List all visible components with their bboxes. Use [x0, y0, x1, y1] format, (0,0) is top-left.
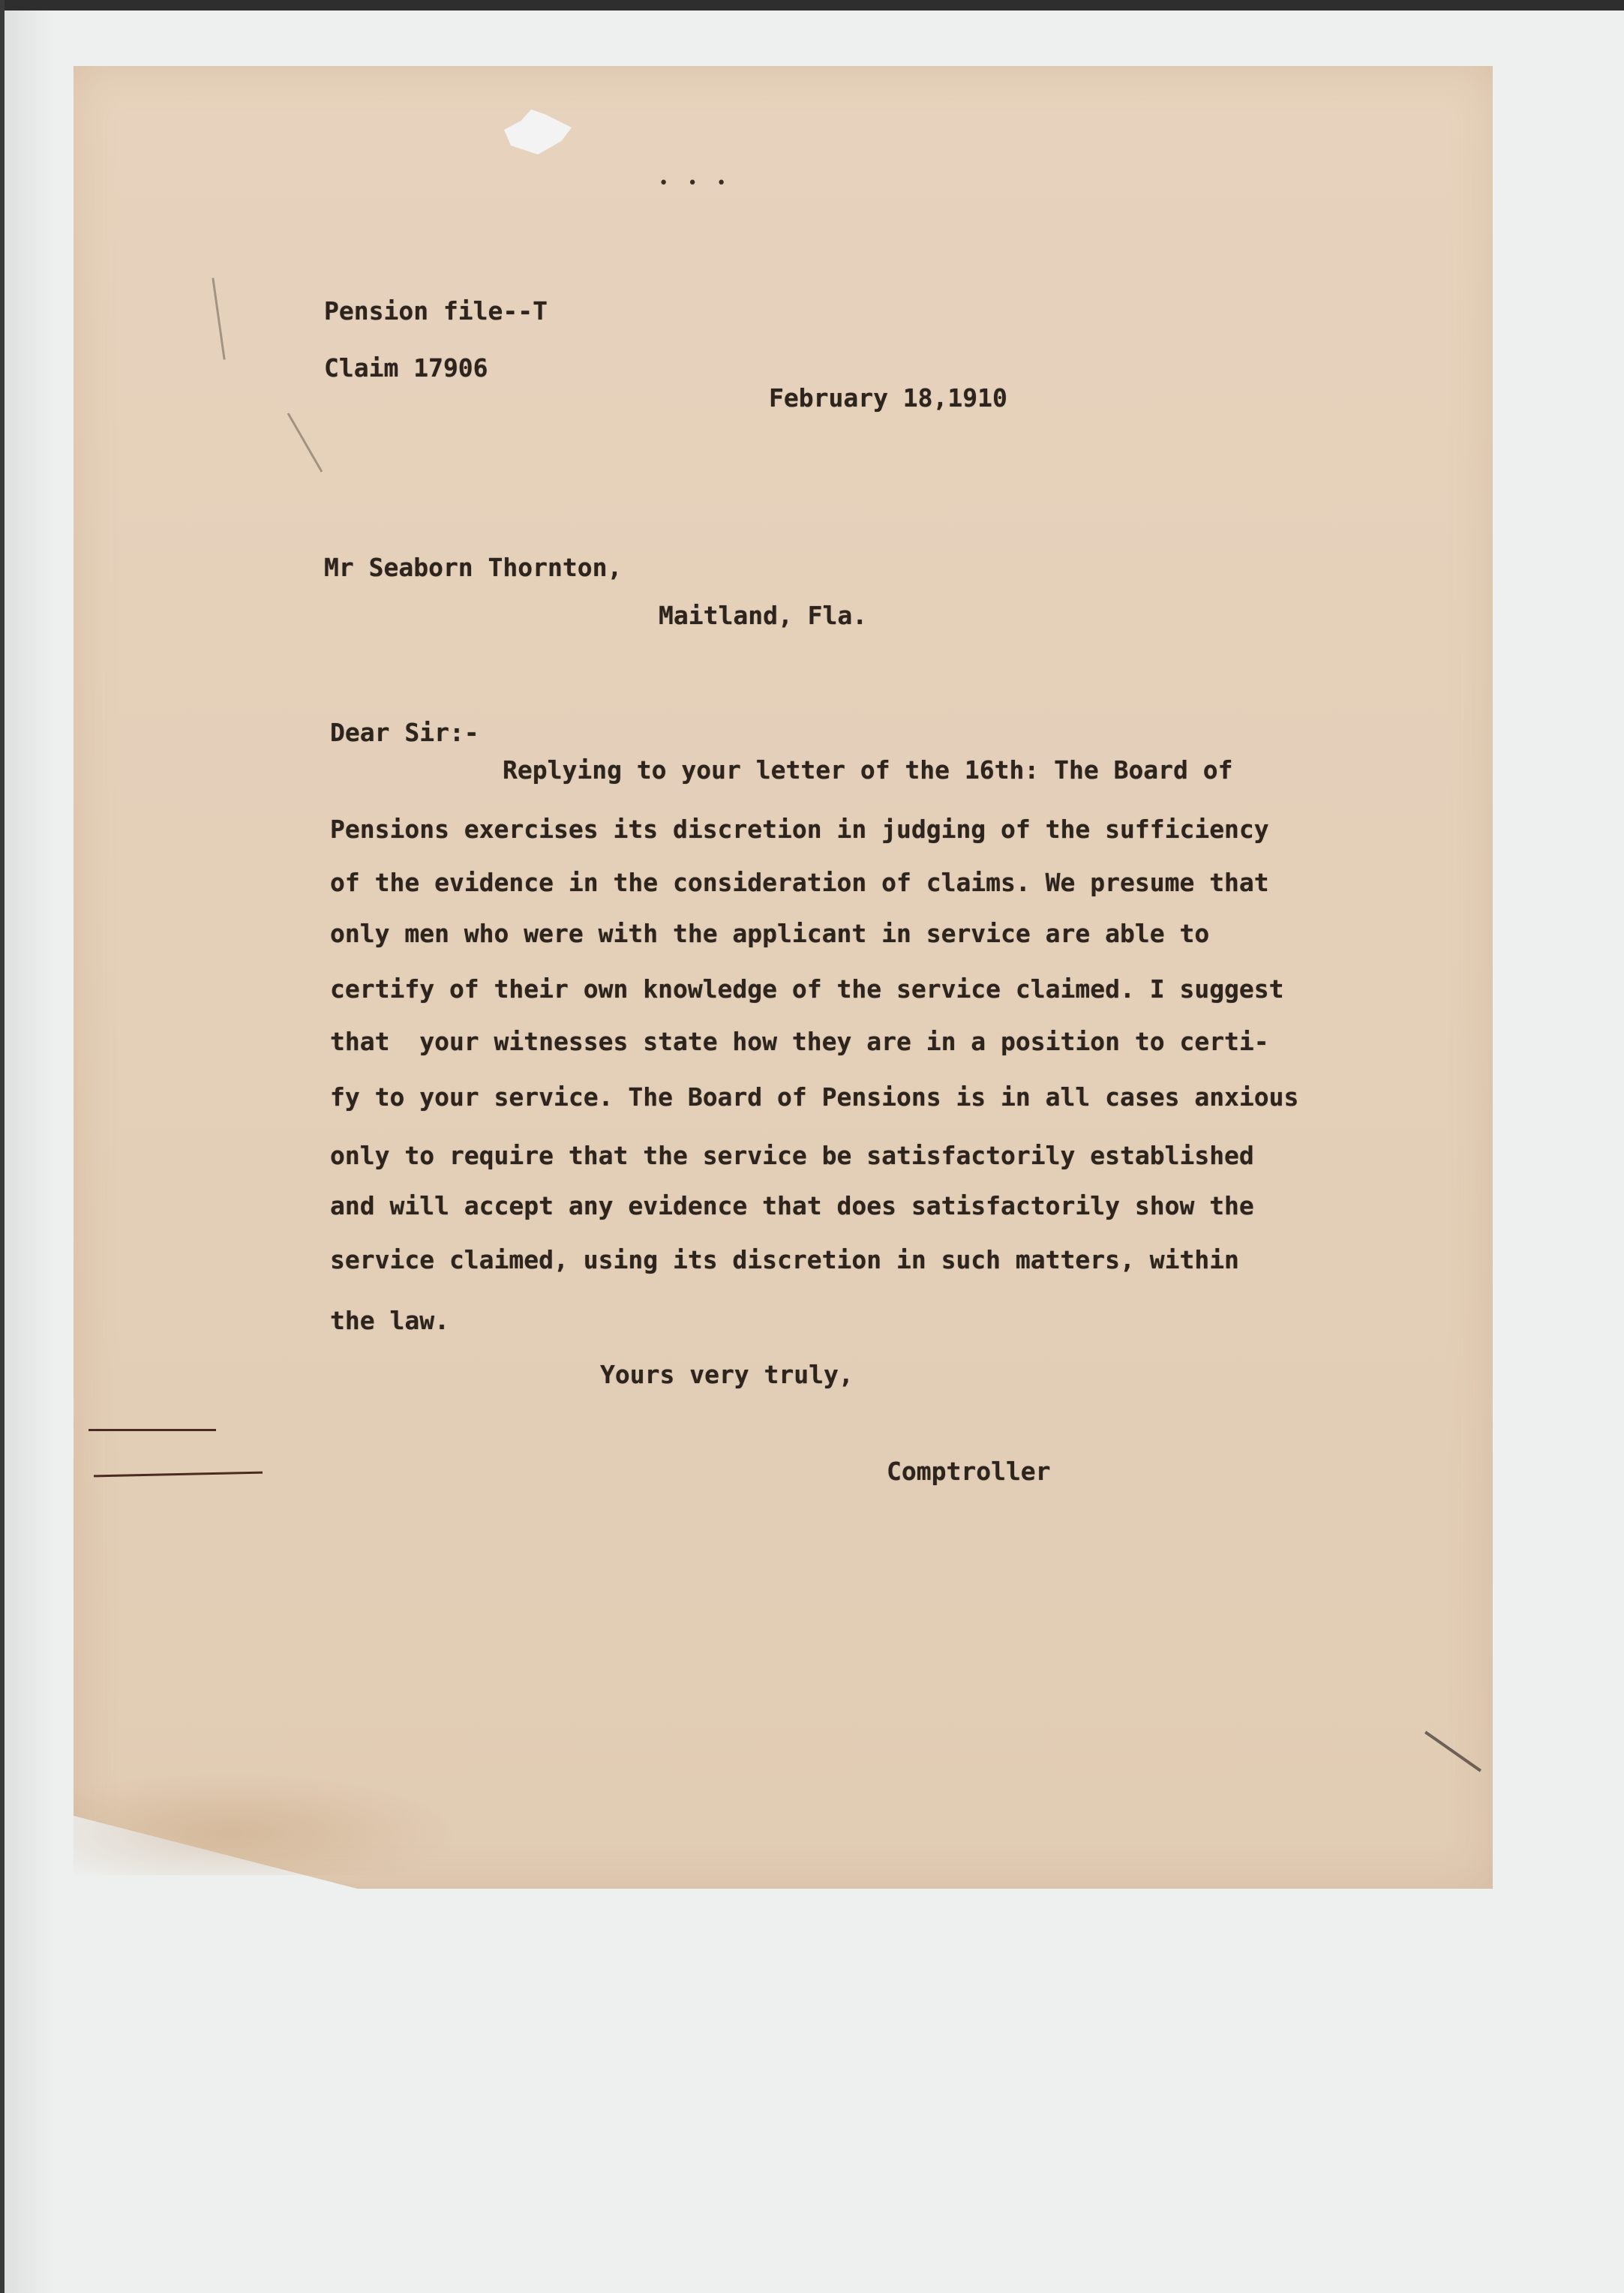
header-marks: • • • [659, 174, 731, 193]
body-line: Replying to your letter of the 16th: The Board of [503, 755, 1233, 785]
body-line: fy to your service. The Board of Pensions is in all cases anxious [330, 1082, 1299, 1112]
scan-left-edge [0, 0, 5, 2293]
ink-stroke [89, 1429, 216, 1431]
body-line: that your witnesses state how they are in a position to certi- [330, 1027, 1269, 1056]
claim-number: Claim 17906 [324, 353, 488, 383]
closing: Yours very truly, [600, 1360, 854, 1389]
body-line: and will accept any evidence that does satisfactorily show the [330, 1191, 1254, 1220]
scan-top-edge [0, 0, 1624, 11]
body-line: service claimed, using its discretion in such matters, within [330, 1245, 1239, 1274]
body-line: the law. [330, 1306, 449, 1335]
body-line: only to require that the service be satisfactorily established [330, 1141, 1254, 1170]
body-line: certify of their own knowledge of the service claimed. I suggest [330, 974, 1284, 1004]
letter-date: February 18,1910 [769, 383, 1007, 413]
signature-title: Comptroller [887, 1457, 1051, 1486]
body-line: only men who were with the applicant in service are able to [330, 919, 1210, 948]
paper-stain [74, 1770, 464, 1875]
salutation: Dear Sir:- [330, 718, 479, 747]
recipient-place: Maitland, Fla. [659, 601, 868, 630]
pension-file-ref: Pension file--T [324, 296, 548, 326]
body-line: Pensions exercises its discretion in judging of the sufficiency [330, 815, 1269, 844]
body-line: of the evidence in the consideration of claims. We presume that [330, 868, 1269, 897]
recipient-name: Mr Seaborn Thornton, [324, 553, 623, 582]
